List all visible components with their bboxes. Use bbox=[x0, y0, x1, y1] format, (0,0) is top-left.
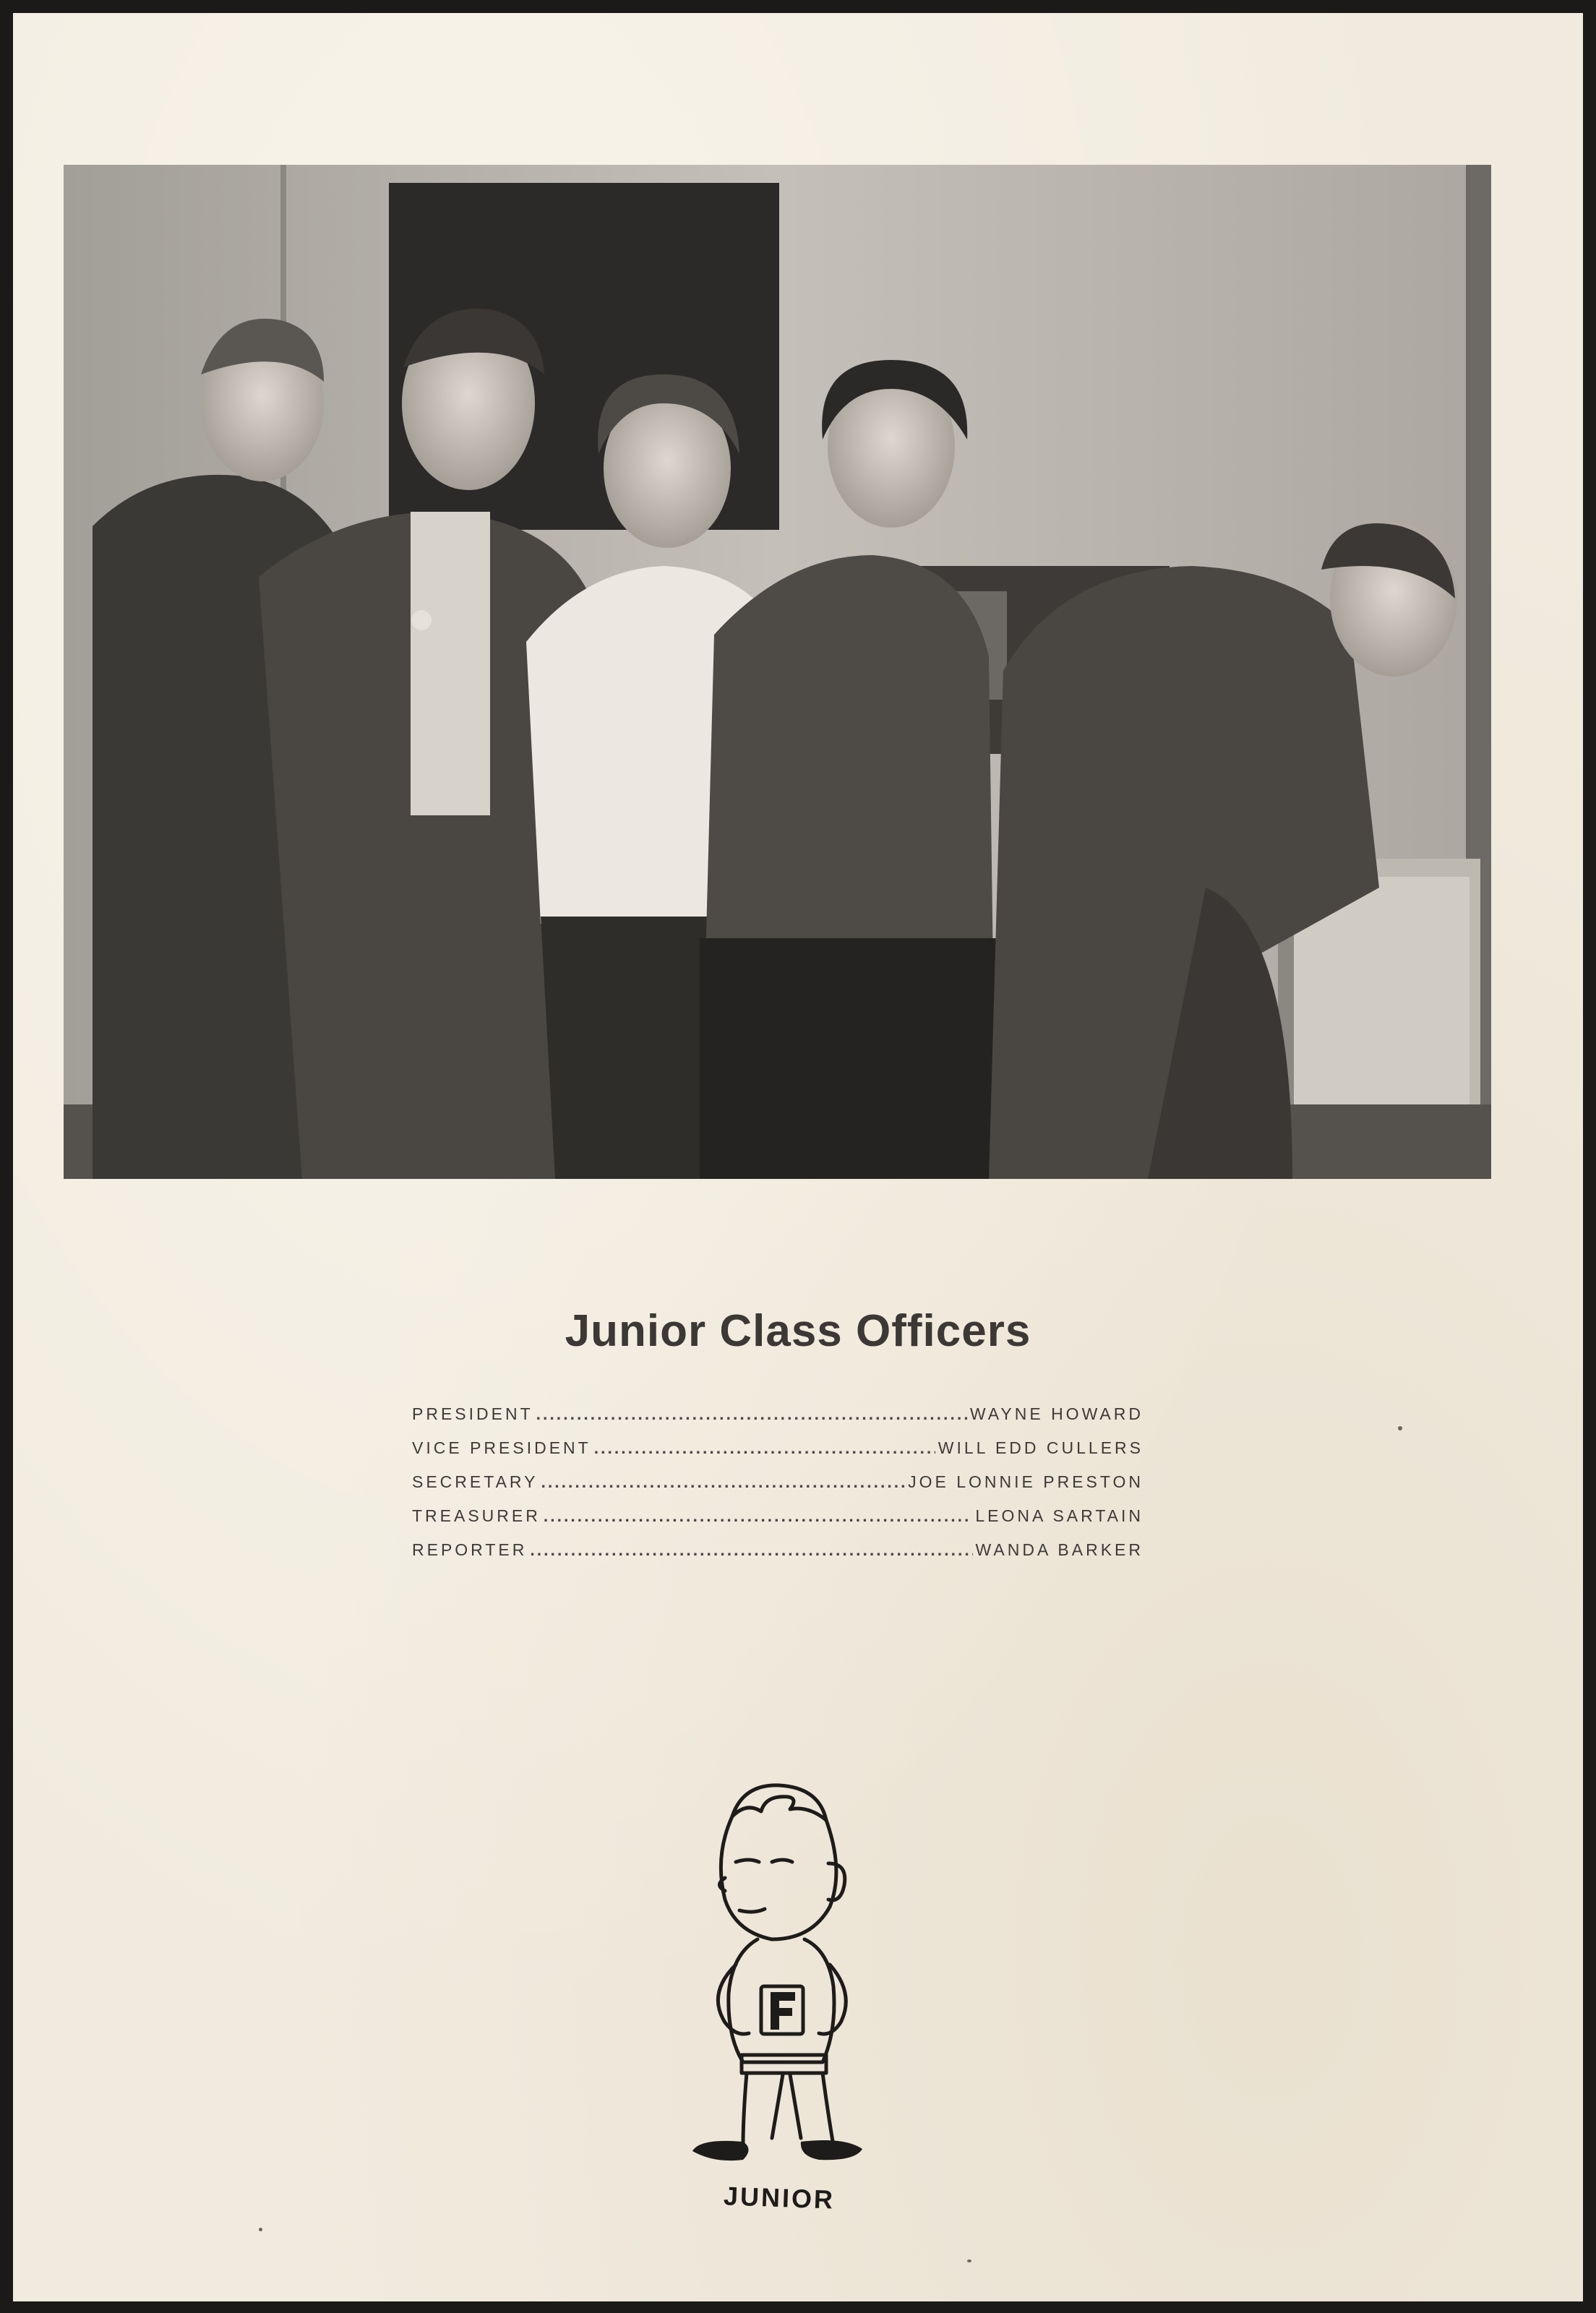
dot-leader bbox=[530, 1540, 972, 1560]
officer-name: WILL EDD CULLERS bbox=[938, 1438, 1144, 1457]
paper-speck bbox=[1398, 1426, 1402, 1430]
group-photo-image bbox=[64, 165, 1491, 1179]
dot-leader bbox=[536, 1404, 967, 1424]
mascot-illustration bbox=[664, 1777, 895, 2196]
officer-name: JOE LONNIE PRESTON bbox=[908, 1472, 1144, 1491]
officer-name: LEONA SARTAIN bbox=[975, 1506, 1144, 1525]
officer-row-reporter bbox=[412, 1540, 1144, 1574]
officer-row-secretary bbox=[412, 1472, 1144, 1506]
officer-row-president bbox=[412, 1404, 1144, 1438]
officer-name: WAYNE HOWARD bbox=[969, 1404, 1144, 1423]
officer-title: VICE PRESIDENT bbox=[412, 1438, 591, 1457]
officer-list bbox=[412, 1404, 1144, 1574]
dot-leader bbox=[544, 1506, 972, 1526]
officer-name: WANDA BARKER bbox=[975, 1540, 1144, 1559]
officer-row-vice-president bbox=[412, 1438, 1144, 1472]
paper-speck bbox=[259, 2228, 262, 2231]
officer-title: SECRETARY bbox=[412, 1472, 539, 1491]
mascot-drawing bbox=[664, 1777, 895, 2196]
page-title: Junior Class Officers bbox=[565, 1306, 1031, 1356]
dot-leader bbox=[594, 1438, 935, 1458]
paper-speck bbox=[967, 2260, 971, 2262]
officer-title: PRESIDENT bbox=[412, 1404, 533, 1423]
dot-leader bbox=[541, 1472, 905, 1492]
mascot-caption: JUNIOR bbox=[723, 2181, 836, 2215]
yearbook-page bbox=[13, 13, 1583, 2301]
officer-title: REPORTER bbox=[412, 1540, 528, 1559]
group-photo bbox=[64, 165, 1491, 1179]
officer-row-treasurer bbox=[412, 1506, 1144, 1540]
officer-title: TREASURER bbox=[412, 1506, 541, 1525]
